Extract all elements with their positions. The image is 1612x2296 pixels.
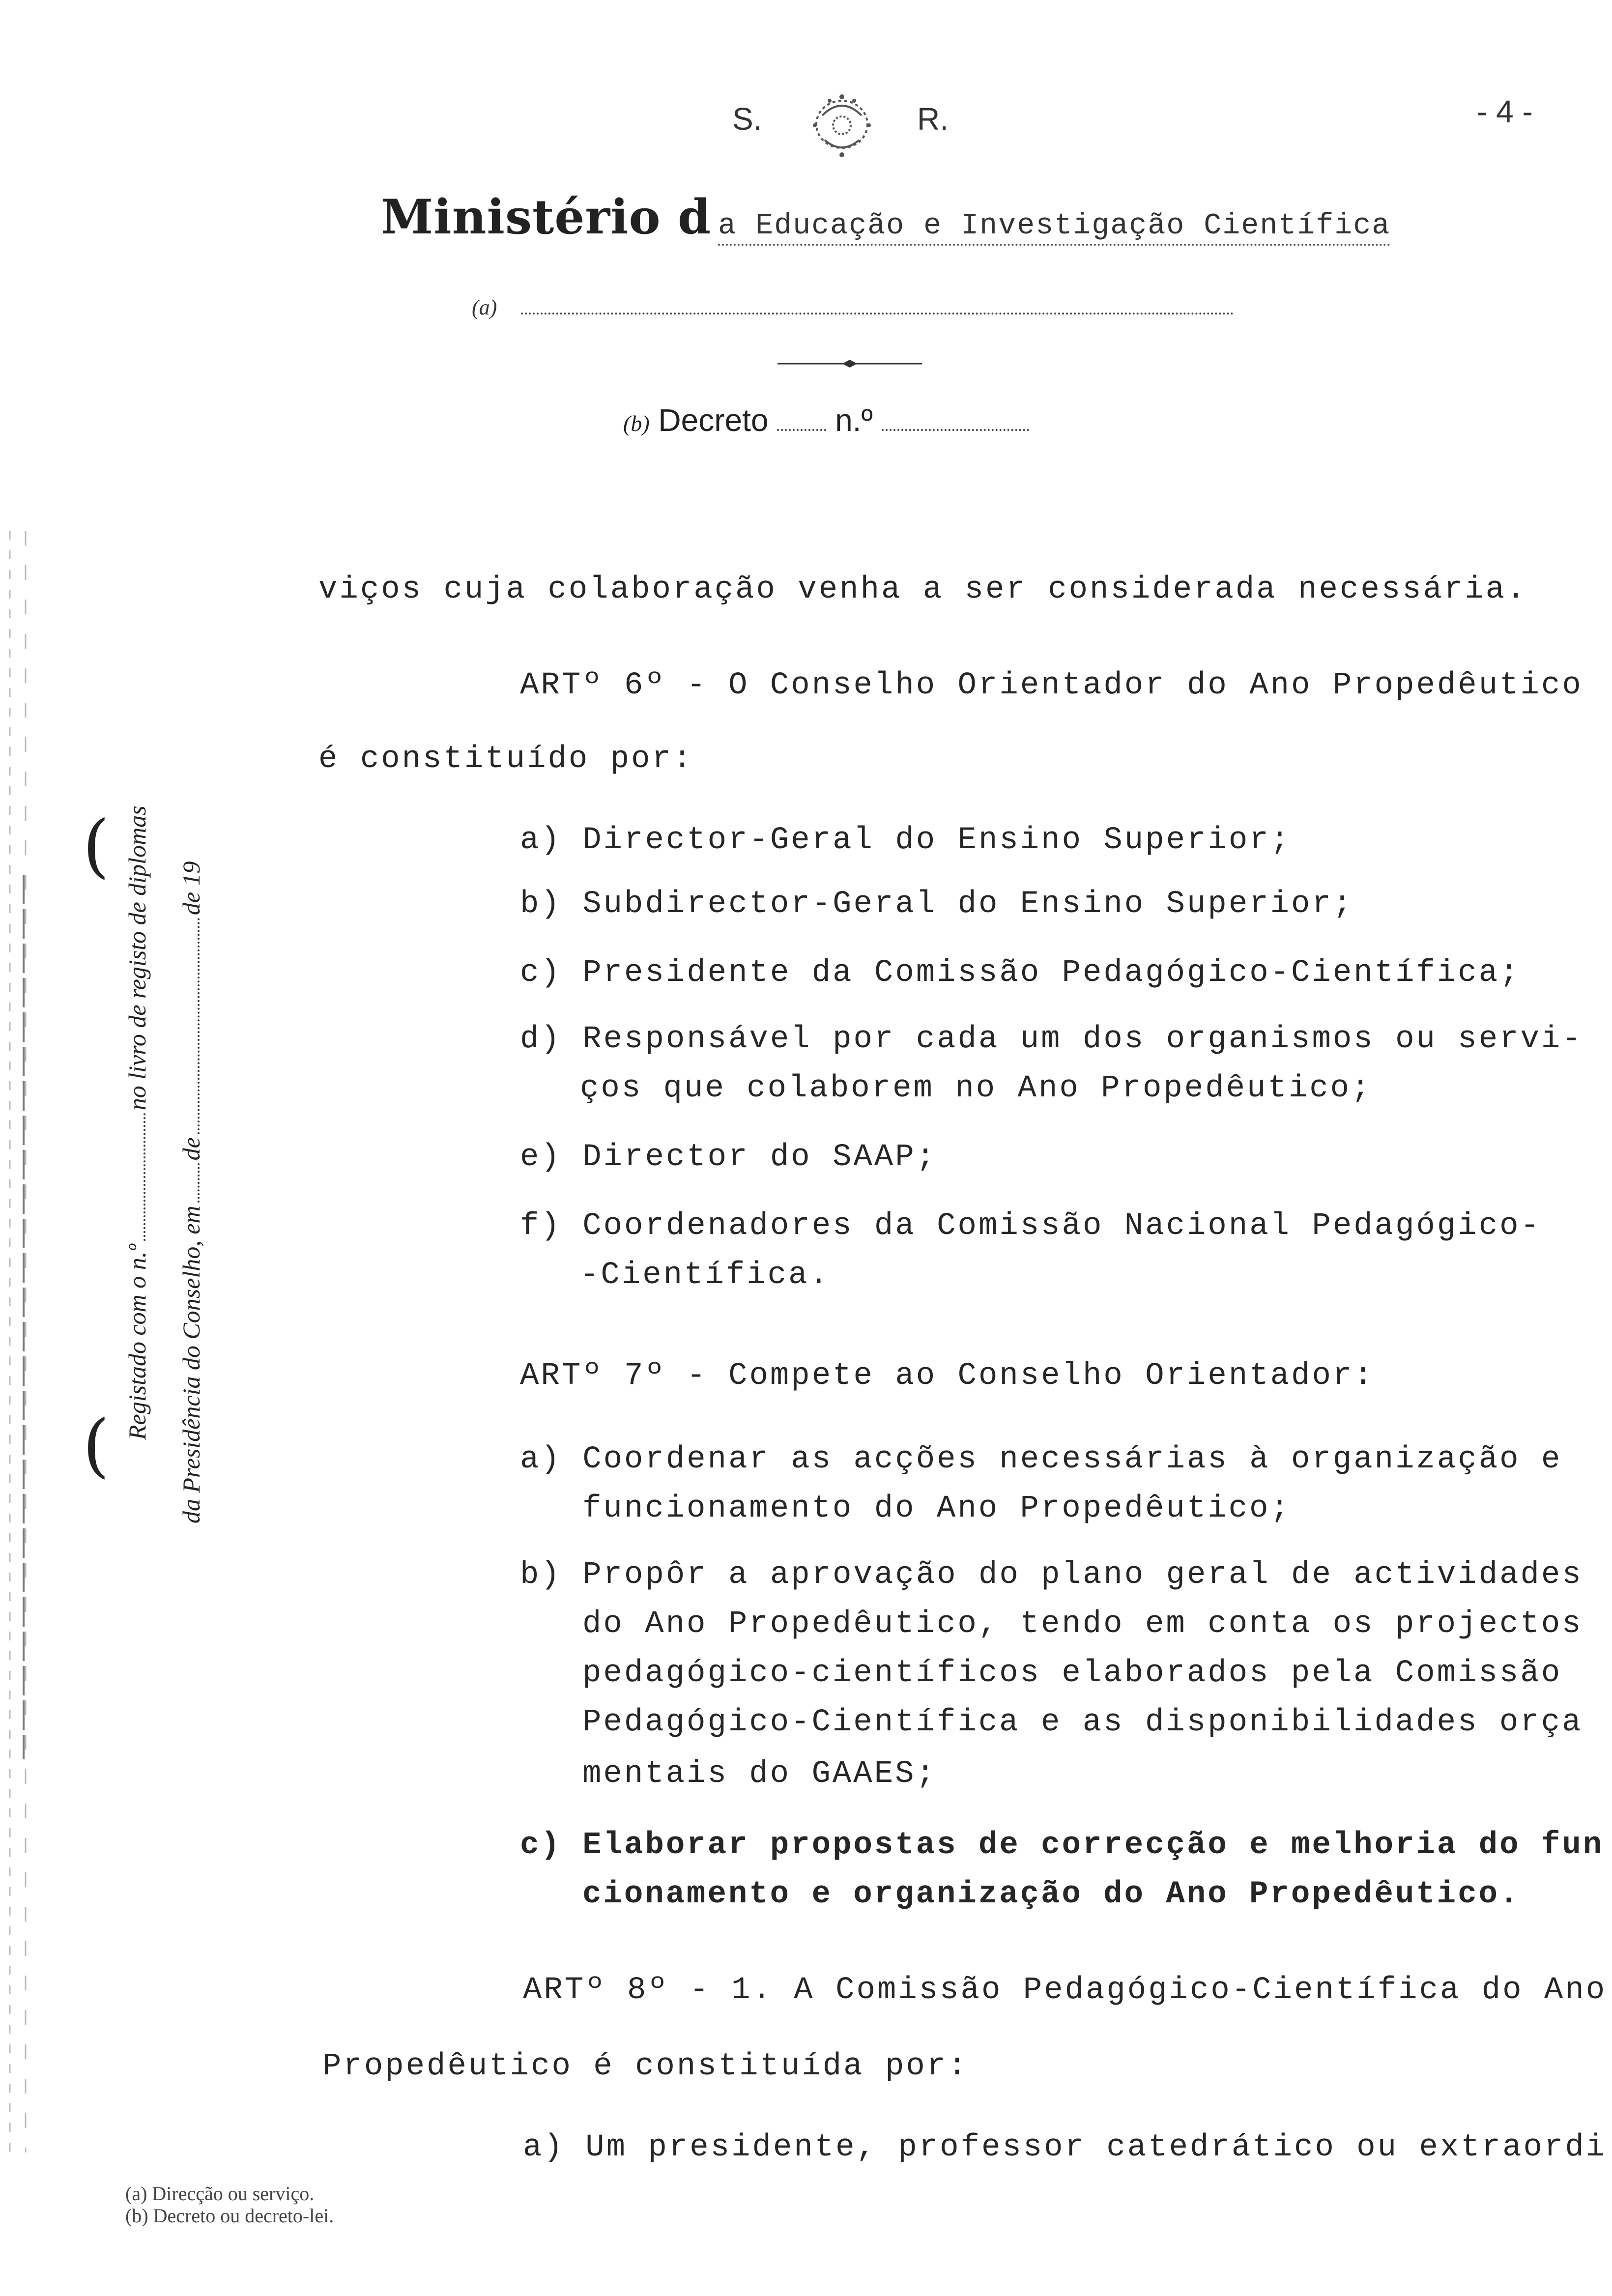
list-item: f) Coordenadores da Comissão Nacional Pedagógico- xyxy=(520,1208,1541,1244)
list-item-continuation: Pedagógico-Científica e as disponibilidades orça xyxy=(582,1705,1583,1740)
direction-label: (a) xyxy=(472,295,497,319)
margin-presidency-text: da Presidência do Conselho, em xyxy=(177,1205,205,1523)
margin-registered-text: Registado com o n.º xyxy=(123,1244,151,1440)
list-item-continuation: funcionamento do Ano Propedêutico; xyxy=(582,1491,1291,1526)
text-line: Propedêutico é constituída por: xyxy=(322,2049,969,2084)
margin-bracket-top: ( xyxy=(83,806,110,886)
list-item: a) Director-Geral do Ensino Superior; xyxy=(520,823,1292,858)
text-line: é constituído por: xyxy=(318,742,694,777)
list-item: b) Subdirector-Geral do Ensino Superior; xyxy=(520,887,1354,922)
margin-de-text: de xyxy=(177,1137,205,1161)
list-item-continuation: pedagógico-científicos elaborados pela Comissão xyxy=(582,1656,1562,1691)
footnote-b: (b) Decreto ou decreto-lei. xyxy=(125,2205,334,2227)
list-item-continuation: -Científica. xyxy=(580,1258,830,1293)
page-number: - 4 - xyxy=(1477,94,1533,129)
list-item-continuation: do Ano Propedêutico, tendo em conta os projectos xyxy=(582,1607,1583,1642)
list-item: d) Responsável por cada um dos organismos ou servi- xyxy=(520,1022,1583,1057)
list-item: c) Presidente da Comissão Pedagógico-Científica; xyxy=(520,955,1521,991)
list-item-continuation: mentais do GAAES; xyxy=(582,1756,937,1792)
list-item: b) Propôr a aprovação do plano geral de actividades xyxy=(520,1557,1583,1593)
article-8-heading: ARTº 8º - 1. A Comissão Pedagógico-Científica do Ano xyxy=(523,1973,1607,2008)
decree-label: Decreto xyxy=(658,402,769,438)
text-line: viços cuja colaboração venha a ser considerada necessária. xyxy=(318,572,1527,607)
header-letter-s: S. xyxy=(732,101,762,137)
list-item-continuation: ços que colaborem no Ano Propedêutico; xyxy=(580,1071,1372,1106)
list-item: a) Coordenar as acções necessárias à organização e xyxy=(520,1442,1562,1477)
ministry-department: a Educação e Investigação Científica xyxy=(718,209,1390,246)
decree-number-label: n.º xyxy=(835,402,873,438)
footnote-a: (a) Direcção ou serviço. xyxy=(125,2182,315,2205)
ministry-prefix: Ministério d xyxy=(381,189,712,245)
list-item: c) Elaborar propostas de correcção e melhoria do fun xyxy=(520,1828,1604,1863)
list-item: e) Director do SAAP; xyxy=(520,1140,937,1175)
margin-bracket-bottom: ( xyxy=(83,1406,110,1486)
article-6-heading: ARTº 6º - O Conselho Orientador do Ano Propedêutico xyxy=(520,668,1583,703)
margin-book-text: no livro de registo de diplomas xyxy=(123,805,151,1111)
margin-year-text: de 19 xyxy=(177,861,205,916)
article-7-heading: ARTº 7º - Compete ao Conselho Orientador: xyxy=(520,1358,1375,1394)
list-item-continuation: cionamento e organização do Ano Propedêutico. xyxy=(582,1877,1521,1912)
header-letter-r: R. xyxy=(917,101,949,137)
list-item: a) Um presidente, professor catedrático ou extraordi xyxy=(523,2130,1607,2165)
decree-b-label: (b) xyxy=(623,411,650,436)
